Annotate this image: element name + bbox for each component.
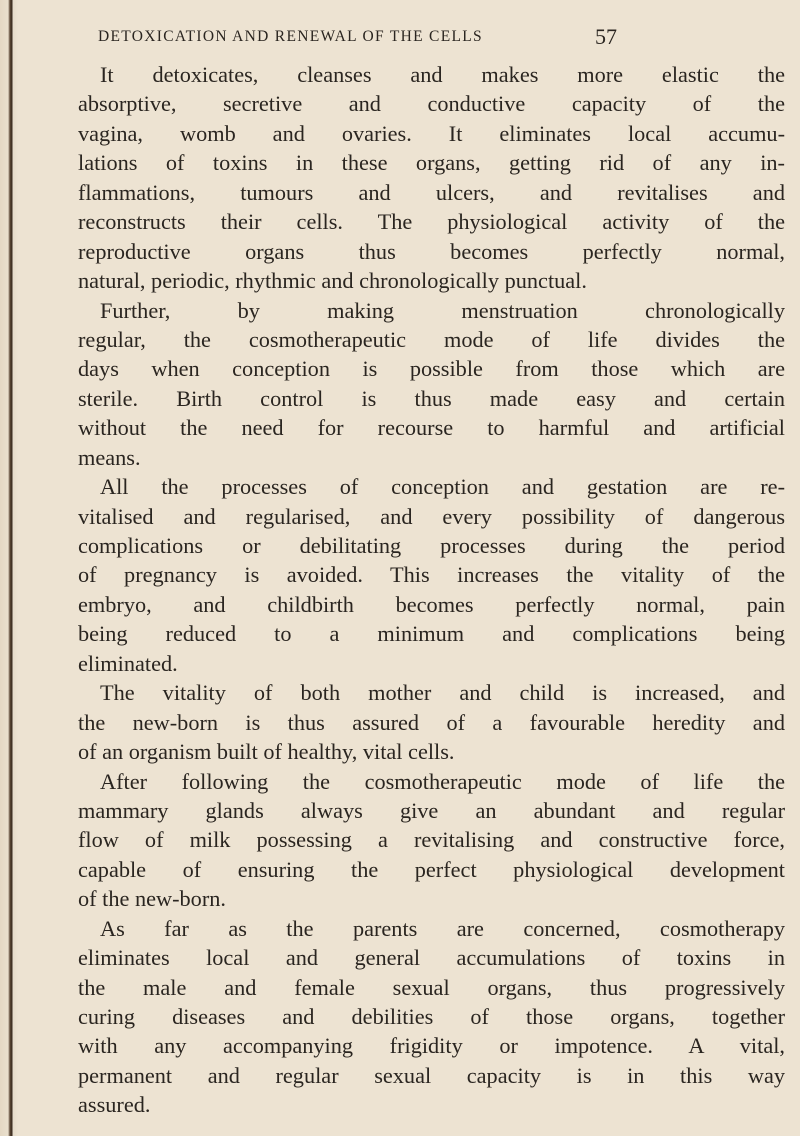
text-line: curing diseases and debilities of those organs, together xyxy=(78,1004,785,1029)
page-header xyxy=(98,24,618,48)
text-line: being reduced to a minimum and complications being xyxy=(78,621,785,647)
text-line: eliminated. xyxy=(78,650,178,676)
book-binding-edge xyxy=(0,0,18,1136)
text-line: As far as the parents are concerned, cosmotherapy xyxy=(100,915,785,941)
text-line: without the need for recourse to harmful and artificial xyxy=(78,415,785,441)
text-line: vagina, womb and ovaries. It eliminates local accumu- xyxy=(78,120,785,146)
text-line: reproductive organs thus becomes perfectly normal, xyxy=(78,238,785,264)
paragraph xyxy=(78,767,785,914)
text-line: days when conception is possible from those which are xyxy=(78,356,785,382)
text-line: Further, by making menstruation chronologically xyxy=(100,297,785,323)
paragraph xyxy=(78,472,785,678)
text-line: of the new-born. xyxy=(78,886,226,912)
text-line: of an organism built of healthy, vital cells. xyxy=(78,739,455,765)
paragraph xyxy=(78,678,785,766)
page-number: 57 xyxy=(595,24,617,49)
text-line: eliminates local and general accumulations of toxins in xyxy=(78,945,785,971)
text-line: natural, periodic, rhythmic and chronologically punctual. xyxy=(78,268,587,294)
text-line: the new-born is thus assured of a favourable heredity and xyxy=(78,709,785,735)
text-line: flow of milk possessing a revitalising and constructive force, xyxy=(78,827,785,853)
body-text xyxy=(78,60,785,1120)
paragraph xyxy=(78,914,785,1120)
paragraph xyxy=(78,60,785,296)
text-line: assured. xyxy=(78,1092,151,1118)
text-line: absorptive, secretive and conductive capacity of the xyxy=(78,91,785,117)
text-line: lations of toxins in these organs, getting rid of any in- xyxy=(78,150,785,176)
text-line: All the processes of conception and gestation are re- xyxy=(100,474,785,500)
text-line: of pregnancy is avoided. This increases the vitality of the xyxy=(78,562,785,588)
text-line: reconstructs their cells. The physiological activity of the xyxy=(78,209,785,235)
text-line: It detoxicates, cleanses and makes more elastic the xyxy=(100,62,785,87)
text-line: regular, the cosmotherapeutic mode of life divides the xyxy=(78,326,785,352)
running-title: DETOXICATION AND RENEWAL OF THE CELLS xyxy=(98,28,483,45)
text-line: the male and female sexual organs, thus progressively xyxy=(78,974,785,1000)
text-line: flammations, tumours and ulcers, and revitalises and xyxy=(78,179,785,205)
text-line: means. xyxy=(78,444,141,470)
text-line: The vitality of both mother and child is increased, and xyxy=(100,680,785,706)
text-line: After following the cosmotherapeutic mode of life the xyxy=(100,768,785,794)
text-line: embryo, and childbirth becomes perfectly normal, pain xyxy=(78,591,785,617)
text-line: complications or debilitating processes during the period xyxy=(78,533,785,558)
text-line: capable of ensuring the perfect physiological development xyxy=(78,856,785,882)
text-line: mammary glands always give an abundant and regular xyxy=(78,797,785,823)
text-line: sterile. Birth control is thus made easy and certain xyxy=(78,385,785,411)
text-line: with any accompanying frigidity or impotence. A vital, xyxy=(78,1033,785,1059)
text-line: permanent and regular sexual capacity is in this way xyxy=(78,1062,785,1088)
text-line: vitalised and regularised, and every possibility of dangerous xyxy=(78,503,785,529)
paragraph xyxy=(78,296,785,473)
